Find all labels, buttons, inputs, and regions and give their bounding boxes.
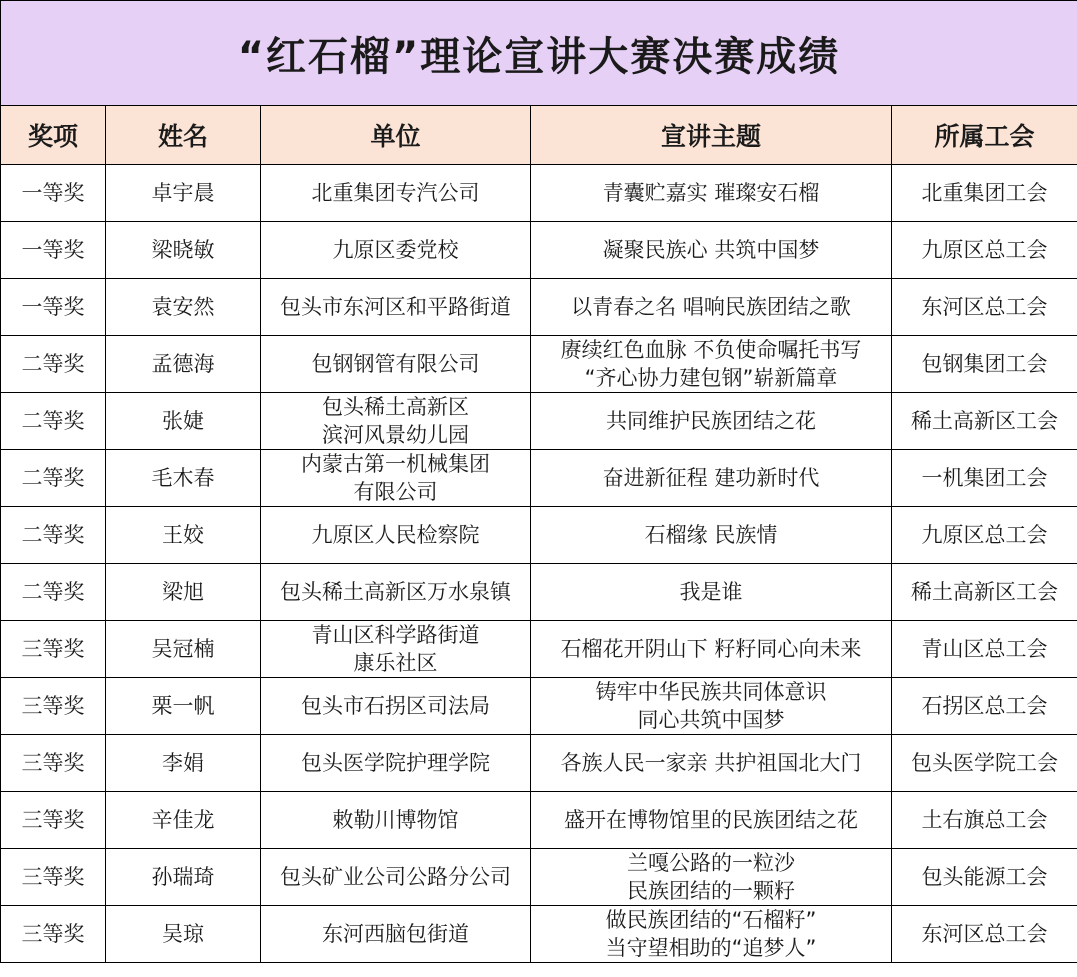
- name-cell: 吴琼: [106, 906, 261, 963]
- topic-cell: 我是谁: [531, 564, 892, 621]
- award-cell: 一等奖: [1, 165, 106, 222]
- table-row: [1, 678, 1077, 735]
- name-cell: 梁晓敏: [106, 222, 261, 279]
- table-row: [1, 336, 1077, 393]
- table-row: [1, 507, 1077, 564]
- topic-cell: 兰嘎公路的一粒沙 民族团结的一颗籽: [531, 849, 892, 906]
- table-row: [1, 564, 1077, 621]
- name-cell: 辛佳龙: [106, 792, 261, 849]
- award-cell: 三等奖: [1, 621, 106, 678]
- award-cell: 二等奖: [1, 393, 106, 450]
- table-row: [1, 792, 1077, 849]
- award-cell: 三等奖: [1, 906, 106, 963]
- union-cell: 包头能源工会: [892, 849, 1077, 906]
- union-cell: 土右旗总工会: [892, 792, 1077, 849]
- organization-cell: 北重集团专汽公司: [261, 165, 531, 222]
- award-cell: 二等奖: [1, 336, 106, 393]
- organization-cell: 九原区人民检察院: [261, 507, 531, 564]
- organization-cell: 青山区科学路街道 康乐社区: [261, 621, 531, 678]
- name-cell: 毛木春: [106, 450, 261, 507]
- column-header-union: 所属工会: [892, 106, 1077, 165]
- union-cell: 九原区总工会: [892, 507, 1077, 564]
- name-cell: 孟德海: [106, 336, 261, 393]
- topic-cell: 共同维护民族团结之花: [531, 393, 892, 450]
- union-cell: 稀土高新区工会: [892, 564, 1077, 621]
- organization-cell: 包头矿业公司公路分公司: [261, 849, 531, 906]
- union-cell: 一机集团工会: [892, 450, 1077, 507]
- award-cell: 三等奖: [1, 849, 106, 906]
- name-cell: 梁旭: [106, 564, 261, 621]
- organization-cell: 包钢钢管有限公司: [261, 336, 531, 393]
- table-row: [1, 279, 1077, 336]
- topic-cell: 石榴花开阴山下 籽籽同心向未来: [531, 621, 892, 678]
- union-cell: 东河区总工会: [892, 279, 1077, 336]
- organization-cell: 包头市石拐区司法局: [261, 678, 531, 735]
- table-row: [1, 735, 1077, 792]
- table-row: [1, 393, 1077, 450]
- union-cell: 九原区总工会: [892, 222, 1077, 279]
- union-cell: 包头医学院工会: [892, 735, 1077, 792]
- column-header-name: 姓名: [106, 106, 261, 165]
- name-cell: 栗一帆: [106, 678, 261, 735]
- organization-cell: 包头稀土高新区 滨河风景幼儿园: [261, 393, 531, 450]
- union-cell: 石拐区总工会: [892, 678, 1077, 735]
- name-cell: 吴冠楠: [106, 621, 261, 678]
- union-cell: 东河区总工会: [892, 906, 1077, 963]
- topic-cell: 盛开在博物馆里的民族团结之花: [531, 792, 892, 849]
- table-row: [1, 222, 1077, 279]
- name-cell: 王姣: [106, 507, 261, 564]
- award-cell: 二等奖: [1, 507, 106, 564]
- topic-cell: 石榴缘 民族情: [531, 507, 892, 564]
- name-cell: 袁安然: [106, 279, 261, 336]
- name-cell: 张婕: [106, 393, 261, 450]
- award-cell: 一等奖: [1, 222, 106, 279]
- page-title: “红石榴”理论宣讲大赛决赛成绩: [1, 1, 1077, 106]
- name-cell: 卓宇晨: [106, 165, 261, 222]
- award-cell: 一等奖: [1, 279, 106, 336]
- topic-cell: 奋进新征程 建功新时代: [531, 450, 892, 507]
- union-cell: 稀土高新区工会: [892, 393, 1077, 450]
- topic-cell: 凝聚民族心 共筑中国梦: [531, 222, 892, 279]
- organization-cell: 九原区委党校: [261, 222, 531, 279]
- table-row: [1, 165, 1077, 222]
- organization-cell: 内蒙古第一机械集团 有限公司: [261, 450, 531, 507]
- column-header-topic: 宣讲主题: [531, 106, 892, 165]
- topic-cell: 以青春之名 唱响民族团结之歌: [531, 279, 892, 336]
- column-header-organization: 单位: [261, 106, 531, 165]
- topic-cell: 赓续红色血脉 不负使命嘱托书写 “齐心协力建包钢”崭新篇章: [531, 336, 892, 393]
- topic-cell: 各族人民一家亲 共护祖国北大门: [531, 735, 892, 792]
- award-cell: 三等奖: [1, 792, 106, 849]
- name-cell: 孙瑞琦: [106, 849, 261, 906]
- award-cell: 三等奖: [1, 678, 106, 735]
- organization-cell: 敕勒川博物馆: [261, 792, 531, 849]
- union-cell: 北重集团工会: [892, 165, 1077, 222]
- organization-cell: 包头医学院护理学院: [261, 735, 531, 792]
- column-header-award: 奖项: [1, 106, 106, 165]
- table-row: [1, 906, 1077, 963]
- name-cell: 李娟: [106, 735, 261, 792]
- award-cell: 二等奖: [1, 450, 106, 507]
- organization-cell: 东河西脑包街道: [261, 906, 531, 963]
- topic-cell: 铸牢中华民族共同体意识 同心共筑中国梦: [531, 678, 892, 735]
- organization-cell: 包头市东河区和平路街道: [261, 279, 531, 336]
- table-row: [1, 621, 1077, 678]
- table-row: [1, 450, 1077, 507]
- award-cell: 二等奖: [1, 564, 106, 621]
- title-row: [1, 1, 1077, 106]
- union-cell: 包钢集团工会: [892, 336, 1077, 393]
- topic-cell: 青囊贮嘉实 璀璨安石榴: [531, 165, 892, 222]
- topic-cell: 做民族团结的“石榴籽” 当守望相助的“追梦人”: [531, 906, 892, 963]
- union-cell: 青山区总工会: [892, 621, 1077, 678]
- award-cell: 三等奖: [1, 735, 106, 792]
- table-row: [1, 849, 1077, 906]
- organization-cell: 包头稀土高新区万水泉镇: [261, 564, 531, 621]
- header-row: [1, 106, 1077, 165]
